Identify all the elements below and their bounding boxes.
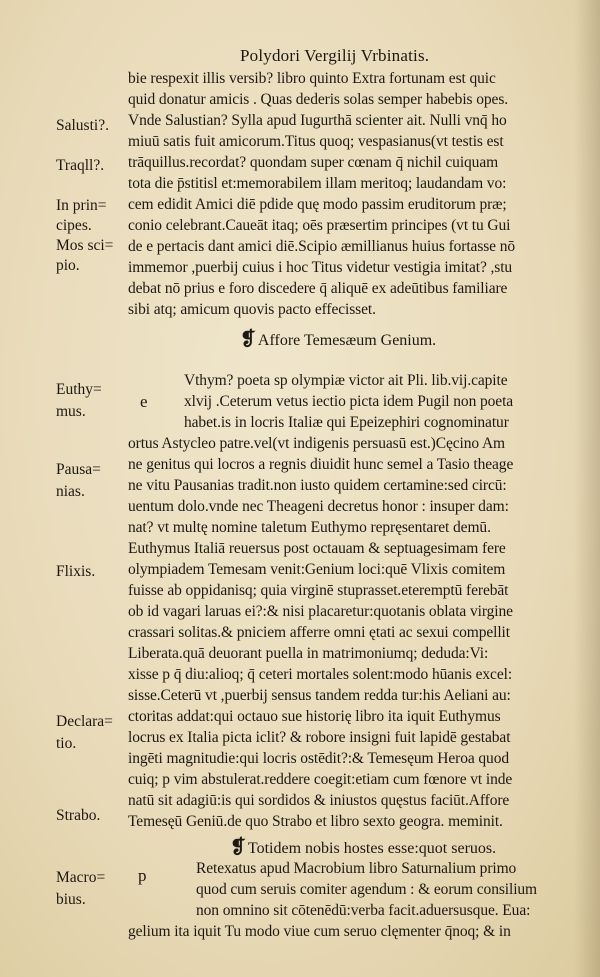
text-line: Liberata.quā deuorant puella in matrimoniumq; deduda:Vi: bbox=[128, 645, 489, 662]
text-line: Euthymus Italiā reuersus post octauam & septuagesimam fere bbox=[128, 540, 506, 557]
margin-note-euthymus: Euthy= bbox=[56, 381, 102, 398]
text-line: xisse p q̄ diu:alioq; q̄ ceteri mortales solent:modo hūanis excel: bbox=[128, 666, 513, 683]
text-line: ctoritas addat:qui octauo sue historię libro ita iquit Euthymus bbox=[128, 708, 501, 725]
margin-note-in-principes-2: cipes. bbox=[56, 217, 92, 234]
text-line: nat? vt multę nomine taletum Euthymo repręsentaret demū. bbox=[128, 519, 491, 536]
text-line: locrus ex Italia picta iclit? & robore insigni fuit lapidē gestabat bbox=[128, 729, 511, 746]
text-line: Vthym? poeta sp olympiæ victor ait Pli. lib.vij.capite bbox=[184, 372, 508, 389]
section-heading-text: Affore Temesæum Genium. bbox=[257, 332, 437, 349]
text-line: cuiq; p vim abstulerat.reddere coegit:etiam cum fœnore vt inde bbox=[128, 771, 513, 788]
margin-note-mos-scipio: Mos sci= bbox=[56, 237, 114, 254]
margin-note-declaratio-2: tio. bbox=[56, 735, 77, 752]
text-line: natū sit adagiū:is qui sordidos & iniustos quęstus faciūt.Affore bbox=[128, 792, 510, 809]
text-line: fuisse ab oppidanisq; quia virginē stuprasset.eteremptū ferebāt bbox=[128, 582, 509, 599]
margin-note-in-principes: In prin= bbox=[56, 197, 107, 214]
margin-note-tranquillus: Traqll?. bbox=[56, 157, 105, 174]
text-line: Retexatus apud Macrobium libro Saturnalium primo bbox=[196, 860, 517, 877]
text-line: habet.is in locris Italiæ qui Epeizephiri cognominatur bbox=[184, 414, 509, 431]
running-title: Polydori Vergilij Vrbinatis. bbox=[240, 46, 430, 65]
margin-note-pausanias: Pausa= bbox=[56, 461, 101, 478]
text-line: sisse.Ceterū vt ,puerbij sensus tandem redda tur:his Aeliani au: bbox=[128, 687, 511, 704]
pilcrow-icon: ❡ bbox=[230, 837, 246, 858]
initial-letter: p bbox=[138, 866, 147, 885]
text-line: sibi atq; amicum quovis pacto effecisset. bbox=[128, 301, 376, 318]
text-line: gelium ita iquit Tu modo viue cum seruo clęmenter q̄noq; & in bbox=[128, 923, 511, 940]
text-line: ne genitus qui locros a regnis diuidit hunc semel a Tasio theage bbox=[128, 456, 514, 473]
text-line: miuū satis fuit amicorum.Titus quoq; vespasianus(vt testis est bbox=[128, 133, 504, 150]
pilcrow-icon: ❡ bbox=[240, 329, 256, 350]
text-line: tota die p̄stitisl et:memorabilem illam meritoq; laudandam vo: bbox=[128, 175, 507, 192]
text-line: ortus Astycleo patre.vel(vt indigenis persuasū est.)Cęcino Am bbox=[128, 435, 506, 452]
text-line: ne vitu Pausanias tradit.non iusto quidem certamine:sed circū: bbox=[128, 477, 507, 494]
text-line: xlvij .Ceterum vetus iectio picta idem Pugil non poeta bbox=[184, 393, 514, 410]
initial-letter: e bbox=[140, 392, 148, 411]
margin-note-flixis: Flixis. bbox=[56, 563, 96, 580]
text-line: cem edidit Amici diē pdide quę modo passim eruditorum præ; bbox=[128, 196, 507, 213]
text-line: uentum dolo.vnde nec Theageni decretus honor : insuper dam: bbox=[128, 498, 509, 515]
margin-note-macrobius-2: bius. bbox=[56, 891, 86, 908]
text-line: olympiadem Temesam venit:Genium loci:quē Vlixis comitem bbox=[128, 561, 506, 578]
text-line: Temesęū Geniū.de quo Strabo et libro sexto geogra. meminit. bbox=[128, 813, 503, 830]
text-line: immemor ,puerbij cuius i hoc Titus videtur vestigia imitat? ,stu bbox=[128, 259, 513, 276]
text-line: non omnino sit cōtenēdū:verba facit.aduersusque. Eua: bbox=[196, 902, 531, 919]
text-line: conio celebrant.Caueāt itaq; oēs præsertim principes (vt tu Gui bbox=[128, 217, 511, 234]
section-heading bbox=[230, 836, 496, 859]
text-line: ob id vagari laruas ei?:& nisi placaretur:quotanis oblata virgine bbox=[128, 603, 513, 620]
margin-note-mos-scipio-2: pio. bbox=[56, 257, 80, 274]
text-line: crassari solitas.& pniciem afferre omni ętati ac sexui compellit bbox=[128, 624, 510, 641]
text-line: Vnde Salustian? Sylla apud Iugurthā scienter ait. Nulli vnq̄ ho bbox=[128, 112, 507, 129]
margin-note-declaratio: Declara= bbox=[56, 713, 113, 730]
text-line: debat nō prius e foro discedere q̄ aliquē ex adeūtibus familiare bbox=[128, 280, 508, 297]
section-heading bbox=[240, 328, 436, 351]
text-line: bie respexit illis versib? libro quinto Extra fortunam est quic bbox=[128, 70, 496, 87]
text-line: de e pertacis dant amici diē.Scipio æmillianus huius fortasse nō bbox=[128, 238, 516, 255]
text-line: quod cum seruis comiter agendum : & eorum consilium bbox=[196, 881, 538, 898]
margin-note-euthymus-2: mus. bbox=[56, 403, 86, 420]
margin-note-salustius: Salusti?. bbox=[56, 117, 109, 134]
text-line: quid donatur amicis . Quas dederis solas semper habebis opes. bbox=[128, 91, 509, 108]
margin-note-pausanias-2: nias. bbox=[56, 483, 85, 500]
text-line: ingēti magnitudie:qui locris ostēdit?:& Temesęum Heroa quod bbox=[128, 750, 510, 767]
text-line: trāquillus.recordat? quondam super cœnam q̄ nichil cuiquam bbox=[128, 154, 499, 171]
margin-note-strabo: Strabo. bbox=[56, 807, 101, 824]
section-heading-text: Totidem nobis hostes esse:quot seruos. bbox=[247, 840, 497, 857]
margin-note-macrobius: Macro= bbox=[56, 869, 106, 886]
gutter-shadow bbox=[574, 0, 600, 977]
